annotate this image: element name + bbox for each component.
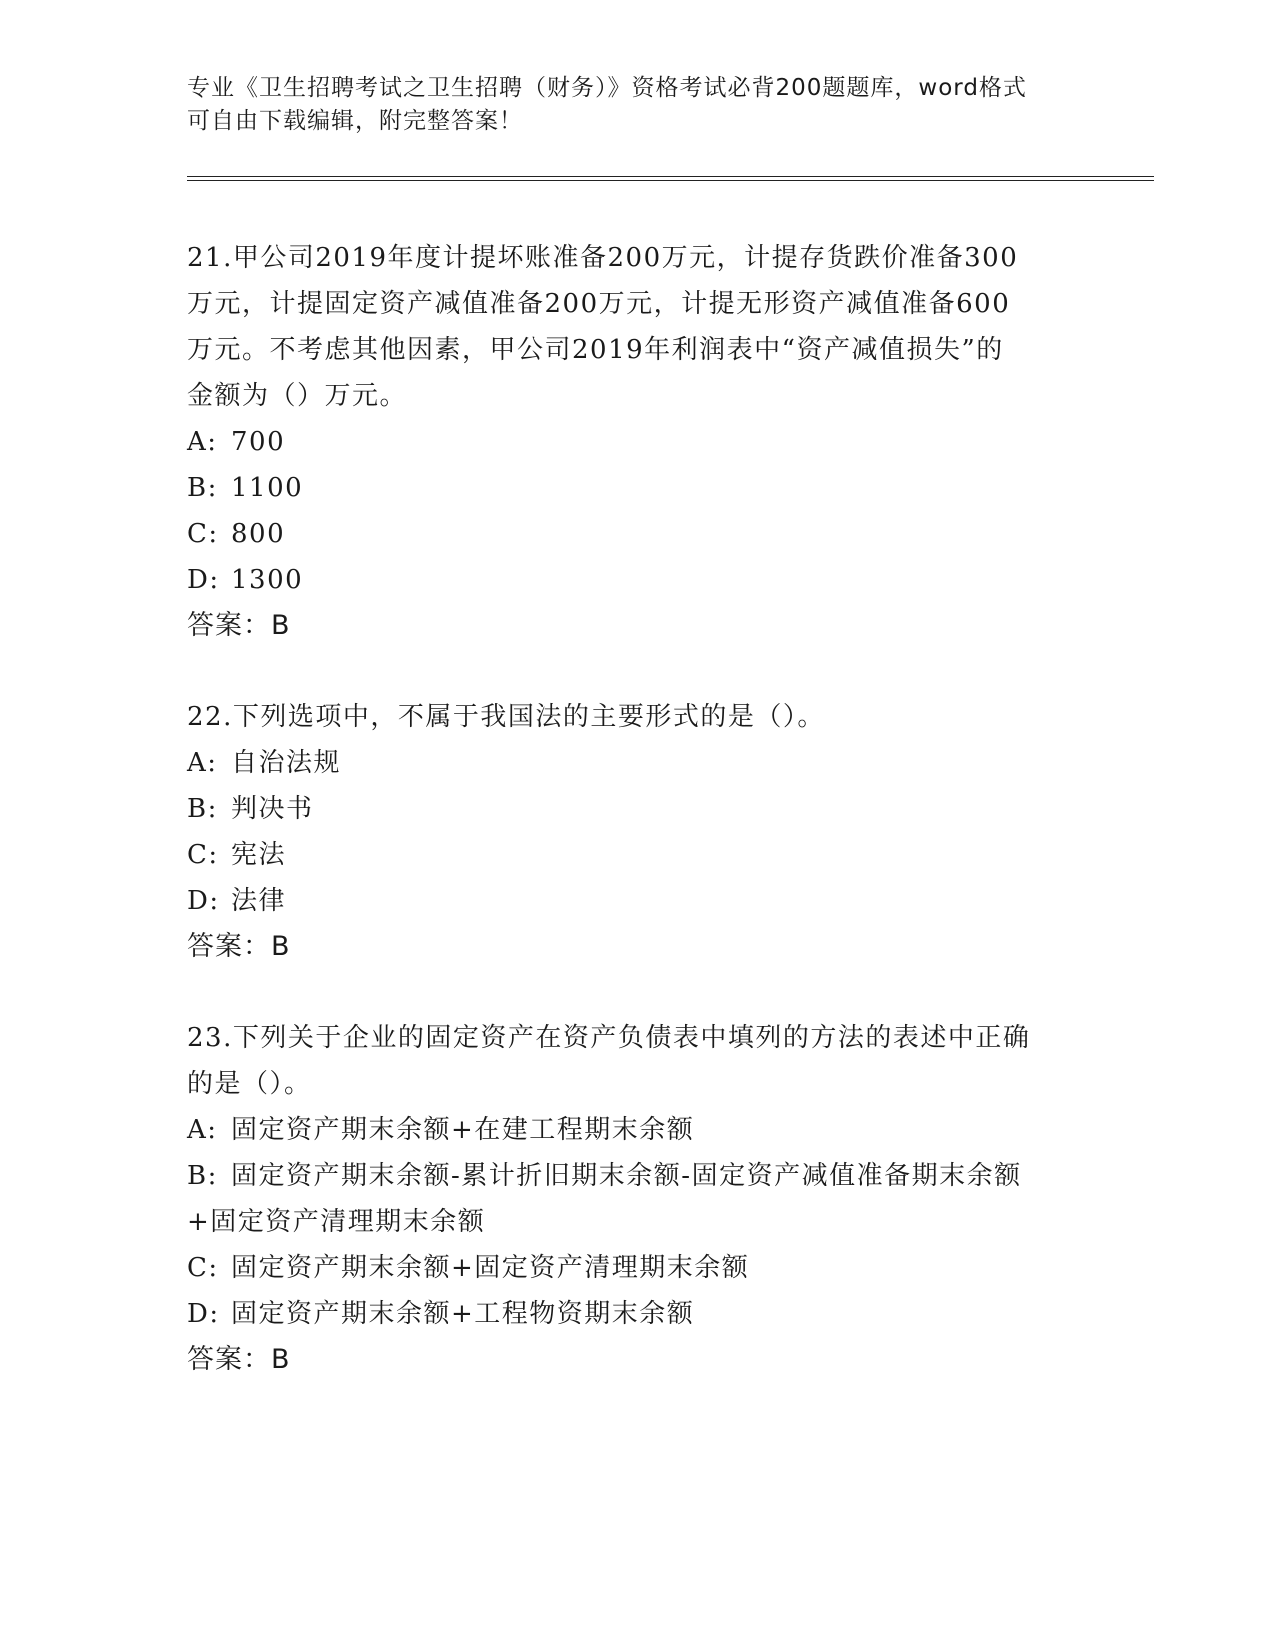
option-label: A: [187,427,218,457]
option-continuation: +固定资产清理期末余额 [187,1207,486,1237]
option-label: C: [187,840,219,870]
question-21 [187,235,1087,649]
option-b [187,786,1087,832]
option-label: A: [187,1115,218,1145]
option-a [187,1107,1087,1153]
option-label: B: [187,473,218,503]
option-label: D: [187,565,220,595]
option-c [187,511,1087,557]
option-text: 判决书 [231,794,314,824]
question-spacer [187,970,1087,1015]
answer-line: 答案：B [187,610,291,641]
question-stem-line: 万元，计提固定资产减值准备200万元，计提无形资产减值准备600 [187,289,1011,319]
option-label: A: [187,748,218,778]
option-text: 自治法规 [231,748,342,778]
option-text: 700 [231,427,286,457]
option-b [187,465,1087,511]
option-c [187,832,1087,878]
question-stem-line: 万元。不考虑其他因素，甲公司2019年利润表中“资产减值损失”的 [187,335,1004,365]
answer-line: 答案：B [187,1344,291,1375]
option-d [187,878,1087,924]
option-text: 固定资产期末余额+工程物资期末余额 [231,1299,695,1329]
question-22 [187,694,1087,970]
question-23 [187,1015,1087,1383]
option-text: 1300 [231,565,304,595]
option-label: C: [187,1253,219,1283]
option-label: D: [187,1299,220,1329]
option-text: 固定资产期末余额-累计折旧期末余额-固定资产减值准备期末余额 [231,1161,1022,1191]
answer-line: 答案：B [187,931,291,962]
option-label: C: [187,519,219,549]
question-list [187,235,1087,1383]
document-header [187,72,1067,138]
option-d [187,557,1087,603]
option-a [187,419,1087,465]
option-text: 固定资产期末余额+在建工程期末余额 [231,1115,695,1145]
option-label: B: [187,1161,218,1191]
option-text: 1100 [231,473,304,503]
option-text: 固定资产期末余额+固定资产清理期末余额 [231,1253,750,1283]
option-c [187,1245,1087,1291]
option-text: 宪法 [231,840,287,870]
question-stem-line: 的是（）。 [187,1069,312,1099]
option-b [187,1153,1087,1199]
question-stem-line: 21.甲公司2019年度计提坏账准备200万元，计提存货跌价准备300 [187,243,1019,273]
question-stem-line: 金额为（）万元。 [187,381,408,411]
option-d [187,1291,1087,1337]
question-spacer [187,649,1087,694]
header-divider [187,176,1154,181]
header-line-2: 可自由下载编辑，附完整答案！ [187,108,523,134]
question-stem-line: 22.下列选项中，不属于我国法的主要形式的是（）。 [187,702,825,732]
question-stem-line: 23.下列关于企业的固定资产在资产负债表中填列的方法的表述中正确 [187,1023,1031,1053]
option-label: B: [187,794,218,824]
header-line-1: 专业《卫生招聘考试之卫生招聘（财务）》资格考试必背200题题库，word格式 [187,75,1027,101]
option-label: D: [187,886,220,916]
option-text: 800 [231,519,286,549]
option-text: 法律 [231,886,287,916]
option-a [187,740,1087,786]
